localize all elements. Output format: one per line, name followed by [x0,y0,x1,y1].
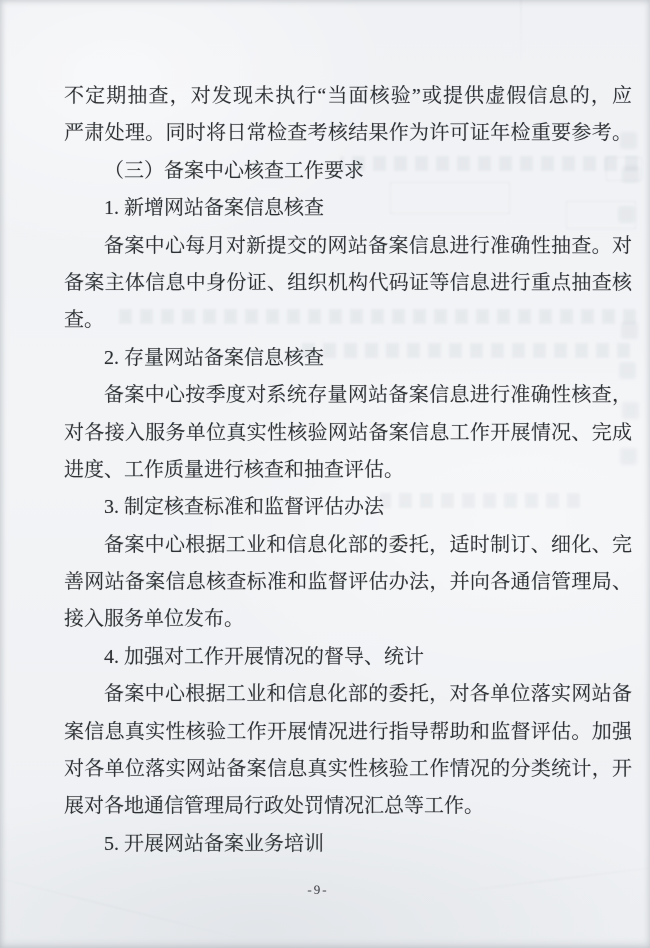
item-heading: 5. 开展网站备案业务培训 [104,832,324,855]
body-line: 备案中心每月对新提交的网站备案信息进行准确性抽查。对 [104,234,632,257]
section-heading: （三）备案中心核查工作要求 [104,159,364,182]
item-heading: 4. 加强对工作开展情况的督导、统计 [104,645,424,668]
item-heading: 3. 制定核查标准和监督评估办法 [104,496,384,519]
body-line: 对各接入服务单位真实性核验网站备案信息工作开展情况、完成 [64,421,632,444]
body-line: 接入服务单位发布。 [64,608,244,631]
body-line: 不定期抽查，对发现未执行“当面核验”或提供虚假信息的，应 [64,85,632,107]
document-text-block [64,78,632,863]
body-line: 进度、工作质量进行核查和抽查评估。 [64,458,404,481]
body-line: 严肃处理。同时将日常检查考核结果作为许可证年检重要参考。 [64,122,632,145]
body-line: 善网站备案信息核查标准和监督评估办法，并向各通信管理局、 [64,571,632,594]
body-line: 展对各地通信管理局行政处罚情况汇总等工作。 [64,795,484,818]
body-line: 备案中心根据工业和信息化部的委托，对各单位落实网站备 [104,683,632,706]
item-heading: 1. 新增网站备案信息核查 [104,197,324,220]
body-line: 案信息真实性核验工作开展情况进行指导帮助和监督评估。加强 [64,720,632,743]
page-number: -9- [307,882,329,897]
body-line: 查。 [64,309,104,332]
item-heading: 2. 存量网站备案信息核查 [104,346,324,369]
paper-crease [520,0,522,64]
body-line: 备案主体信息中身份证、组织机构代码证等信息进行重点抽查核 [64,271,632,294]
body-line: 备案中心根据工业和信息化部的委托，适时制订、细化、完 [104,533,632,556]
body-line: 备案中心按季度对系统存量网站备案信息进行准确性核查， [104,384,632,407]
body-line: 对各单位落实网站备案信息真实性核验工作情况的分类统计，开 [64,758,632,781]
